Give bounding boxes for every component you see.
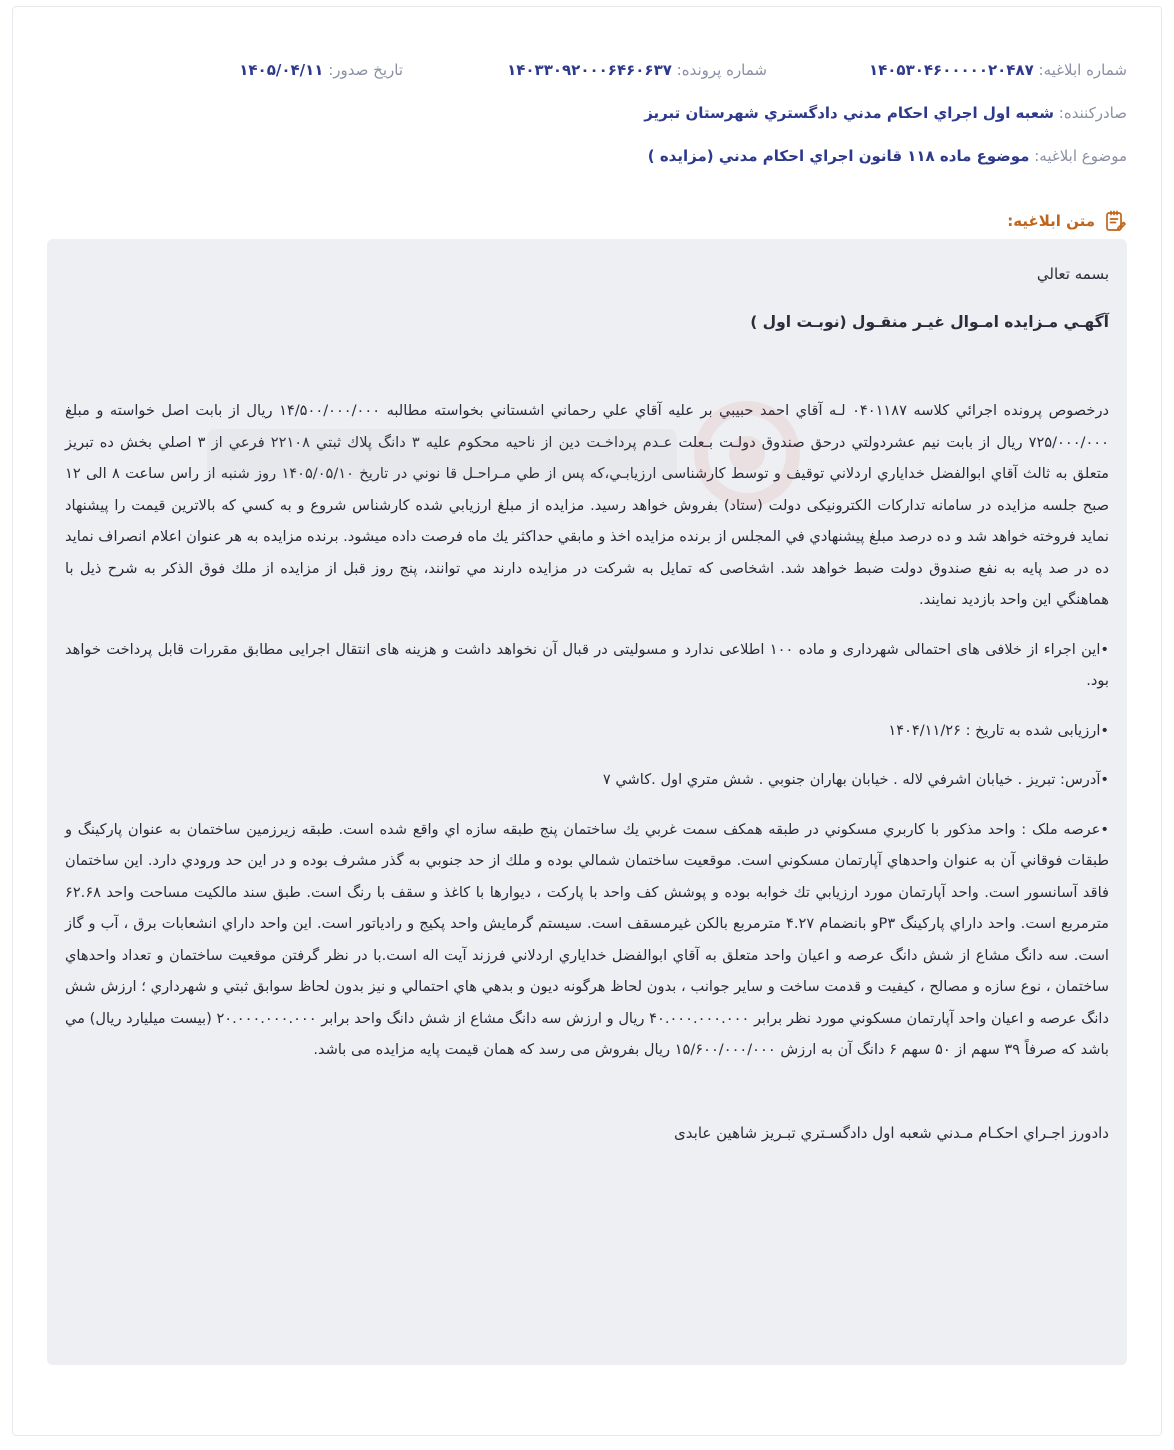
notice-card [12, 6, 1162, 1436]
subject-label: موضوع ابلاغیه: [1034, 147, 1127, 165]
meta-row-numbers [47, 59, 1127, 81]
notice-number-label: شماره ابلاغیه: [1038, 61, 1127, 79]
notice-number [869, 59, 1127, 81]
file-number-value: ۱۴۰۳۳۰۹۲۰۰۰۶۴۶۰۶۳۷ [507, 61, 672, 79]
issue-date-label: تاریخ صدور: [328, 61, 403, 79]
section-title [1007, 207, 1127, 235]
bullet-address: •آدرس: تبريز . خيابان اشرفي لاله . خيابان بهاران جنوبي . شش متري اول .كاشي ۷ [602, 771, 1109, 788]
issue-date [239, 59, 403, 81]
notice-number-value: ۱۴۰۵۳۰۴۶۰۰۰۰۰۲۰۴۸۷ [868, 61, 1034, 79]
bullet-liability: •اين اجراء از خلافی های احتمالی شهرداری و ماده ۱۰۰ اطلاعی ندارد و مسولیتی در قبال آن نخواهد داشت و هزينه های انتقال اجرايی مطابق مقررات قابل پرداخت خواهد بود. [65, 640, 1109, 689]
issuer-value: شعبه اول اجراي احكام مدني دادگستري شهرستان تبريز [644, 104, 1054, 122]
issue-date-value: ۱۴۰۵/۰۴/۱۱ [239, 61, 324, 79]
basmala: بسمه تعالي [1036, 265, 1109, 283]
file-number [507, 59, 767, 81]
bullet-property-description: •عرصه ملک : واحد مذكور با كاربري مسكوني در طبقه همكف سمت غربي يك ساختمان پنج طبقه سازه اي واقع شده است. طبقه زيرزمين ساختمان به عنوان پاركينگ و طبقات فوقاني آن به عنوان واحدهاي آپارتمان مسكوني است. موقعيت ساختمان شمالي بوده و ملك از حد جنوبي به گذر مشرف بوده و در اين حد ورودي دارد. اين ساختمان فاقد آسانسور است. واحد آپارتمان مورد ارزيابي تك خوابه بوده و پوشش كف واحد با پاركت ، ديوارها با كاغذ و سقف با رنگ است. طبق سند مالكيت مساحت واحد ۶۲.۶۸ مترمربع است. واحد داراي پاركينگ P۳و بانضمام ۴.۲۷ مترمربع بالكن غيرمسقف است. سيستم گرمايش واحد پكيج و رادياتور است. اين واحد داراي انشعابات برق ، آب و گاز است. سه دانگ مشاع از شش دانگ عرصه و اعيان واحد متعلق به آقاي ابوالفضل خداياري اردلاني فرزند آيت اله است.با در نظر گرفتن موقعيت ساختمان و تعداد واحدهاي ساختمان ، نوع سازه و مصالح ، كيفيت و قدمت ساخت و ساير جوانب ، بدون لحاظ هرگونه ديون و بدهي هاي احتمالي و نيز بدون لحاظ سوابق ثبتي و شهرداري ؛ ارزش شش دانگ عرصه و اعيان واحد آپارتمان مسكوني مورد نظر برابر ۴۰.۰۰۰.۰۰۰.۰۰۰ ريال و ارزش سه دانگ مشاع از شش دانگ واحد برابر ۲۰.۰۰۰.۰۰۰.۰۰۰ (بيست ميليارد ريال) مي باشد كه صرفاً ۳۹ سهم از ۵۰ سهم ۶ دانگ آن به ارزش ۱۵/۶۰۰/۰۰۰/۰۰۰ ريال بفروش می رسد كه همان قيمت پايه مزايده می باشد. [65, 820, 1109, 1058]
main-paragraph: درخصوص پرونده اجرائي كلاسه ۰۴۰۱۱۸۷ لـه آقاي احمد حبيبي بر عليه آقاي علي رحماني اشستاني بخواسته مطالبه ۱۴/۵۰۰/۰۰۰/۰۰۰ ريال از بابت اصل خواسته و مبلغ ۷۲۵/۰۰۰/۰۰۰ ريال از بابت نيم عشردولتي درحق صندوق دولـت بـعلت عـدم پرداخـت دين از ناحيه محكوم عليه ۳ دانگ پلاك ثبتي ۲۲۱۰۸ فرعي از ۳ اصلي بخش ده تبريز متعلق به ثالث آقاي ابوالفضل خداياري اردلاني توقيف و توسط كارشناسی ارزيابـي،كه پس از طي مـراحـل قا نوني در تاريخ ۱۴۰۵/۰۵/۱۰ روز شنبه از راس ساعت ۸ الی ۱۲ صبح جلسه مزايده در سامانه تدارکات الکترونيکی دولت (ستاد) بفروش خواهد رسيد. مزايده از مبلغ ارزيابي شده كارشناس شروع و به كسي كه بالاترين قيمت را پيشنهاد نمايد فروخته خواهد شد و ده درصد مبلغ پيشنهادي في المجلس از برنده مزايده اخذ و مابقي حداكثر يك ماه فرصت داده ميشود. برنده مزايده به هر عنوان اعلام انصراف نمايد ده در صد پايه به نفع صندوق دولت ضبط خواهد شد. اشخاصی كه تمايل به شركت در مزايده دارند مي توانند، پنج روز قبل از مزايده از ملك فوق الذكر به شرح ذيل با هماهنگي اين واحد بازديد نمايند. [65, 402, 1109, 608]
issuer-label: صادرکننده: [1058, 104, 1127, 122]
section-title-text: متن ابلاغیه: [1007, 212, 1095, 230]
meta-row-issuer [47, 102, 1127, 124]
notice-content [47, 239, 1127, 1365]
signature: دادورز اجـراي احكـام مـدني شعبه اول دادگسـتري تبـريز شاهين عابدی [674, 1123, 1109, 1142]
meta-row-subject [47, 145, 1127, 167]
document-icon [1103, 209, 1127, 233]
auction-heading: آگهـي مـزايده امـوال غيـر منقـول (نوبـت اول ) [750, 313, 1109, 331]
subject-value: موضوع ماده ۱۱۸ قانون اجراي احكام مدني (مزايده ) [647, 147, 1030, 165]
file-number-label: شماره پرونده: [676, 61, 767, 79]
bullet-appraisal-date: •ارزيابی شده به تاريخ : ۱۴۰۴/۱۱/۲۶ [888, 721, 1109, 739]
